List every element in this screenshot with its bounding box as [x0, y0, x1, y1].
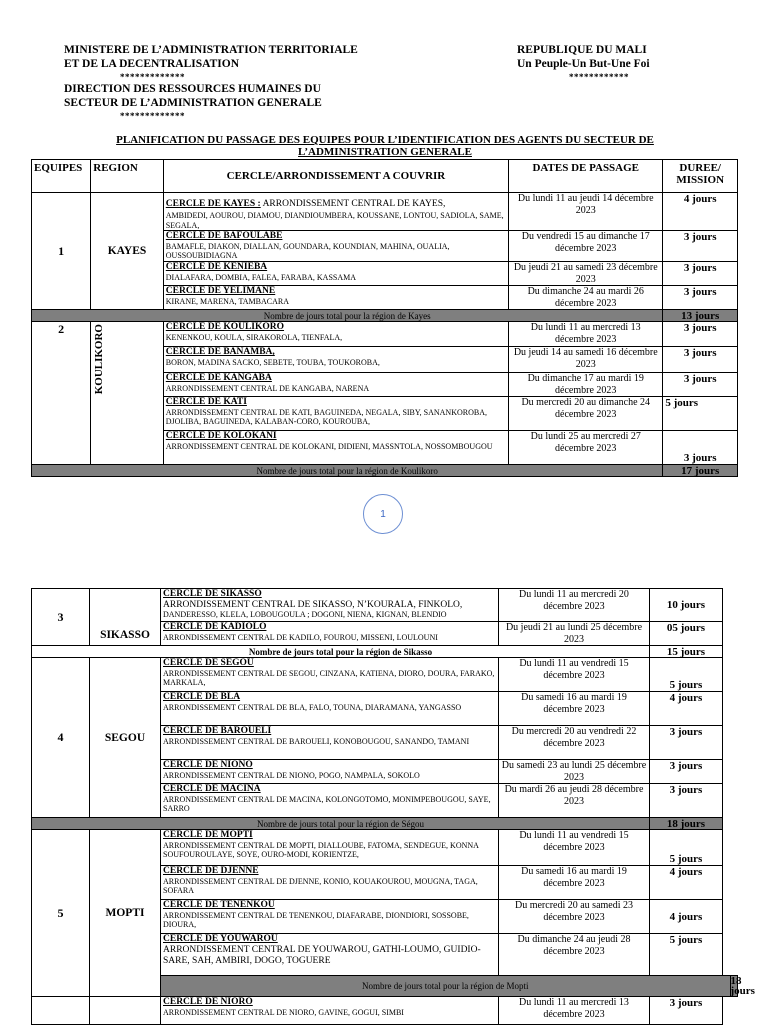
cercle-name: CERCLE DE KOULIKORO [165, 322, 285, 332]
cercle-cell [161, 622, 499, 646]
duree-cell: 3 jours [663, 431, 738, 465]
cercle-name: CERCLE DE KAYES : [165, 199, 261, 209]
duree-cell: 10 jours [650, 589, 723, 622]
cercle-name: CERCLE DE KENIEBA [165, 262, 268, 272]
dates-cell: Du jeudi 21 au samedi 23 décembre 2023 [509, 262, 663, 286]
ministry-name-line1: MINISTERE DE L’ADMINISTRATION TERRITORIALE [64, 44, 358, 56]
cercle-cell [161, 726, 499, 760]
equipe-cell-empty [32, 997, 90, 1025]
duree-cell: 3 jours [663, 347, 738, 373]
arrondissement-list: ARRONDISSEMENT CENTRAL DE KATI, BAGUINEDA, NEGALA, SIBY, SANANKOROBA, DJOLIBA, BAGUINEDA, KALABAN-CORO, KOUROUBA, [165, 407, 487, 426]
arrondissement-list: DANDERESSO, KLELA, LOBOUGOULA ; DOGONI, NIENA, KIGNAN, BLENDIO [163, 609, 447, 619]
region-total-value: 15 jours [650, 646, 723, 658]
cercle-name: CERCLE DE BAROUELI [163, 726, 272, 736]
stars-separator: ************* [120, 111, 185, 121]
duree-cell: 05 jours [650, 622, 723, 646]
cercle-cell [163, 286, 508, 310]
col-header-equipes: EQUIPES [32, 160, 91, 193]
cercle-name: CERCLE DE BAFOULABE [165, 231, 283, 241]
region-total-label: Nombre de jours total pour la région de Koulikoro [32, 465, 663, 477]
region-total-value: 18 jours [730, 975, 755, 997]
table-row [32, 322, 738, 347]
duree-cell: 3 jours [663, 262, 738, 286]
duree-cell: 3 jours [663, 231, 738, 262]
table-row [32, 658, 738, 692]
arrondissement-list: ARRONDISSEMENT CENTRAL DE SIKASSO, N’KOURALA, FINKOLO, [163, 599, 463, 610]
duree-cell: 5 jours [650, 934, 723, 976]
equipe-number: 4 [32, 658, 90, 818]
dates-cell: Du dimanche 24 au jeudi 28 décembre 2023 [499, 934, 650, 976]
cercle-cell [163, 322, 508, 347]
table-row [32, 589, 738, 622]
cercle-name: CERCLE DE BLA [163, 692, 241, 702]
cercle-name: CERCLE DE KADIOLO [163, 622, 267, 632]
cercle-name: CERCLE DE SEGOU [163, 658, 254, 668]
planning-table-page2 [31, 588, 755, 1025]
dates-cell: Du lundi 25 au mercredi 27 décembre 2023 [509, 431, 663, 465]
arrondissement-list: KENENKOU, KOULA, SIRAKOROLA, TIENFALA, [165, 332, 343, 342]
cercle-cell [161, 589, 499, 622]
duree-cell: 4 jours [663, 193, 738, 231]
cercle-name: CERCLE DE DJENNE [163, 866, 259, 876]
equipe-number: 2 [32, 322, 91, 465]
region-name: SEGOU [90, 658, 161, 818]
arrondissement-list: ARRONDISSEMENT CENTRAL DE TENENKOU, DIAFARABE, DIONDIORI, SOSSOBE, DIOURA, [163, 910, 469, 929]
duree-cell: 4 jours [650, 900, 723, 934]
cercle-name: CERCLE DE YOUWAROU [163, 934, 278, 944]
region-total-label: Nombre de jours total pour la région de Kayes [32, 310, 663, 322]
arrondissement-list: ARRONDISSEMENT CENTRAL DE KANGABA, NARENA [165, 383, 370, 393]
cercle-cell [163, 397, 508, 431]
stars-separator: ************ [569, 72, 629, 82]
cercle-cell [161, 900, 499, 934]
arrondissement-list: KIRANE, MARENA, TAMBACARA [165, 296, 289, 306]
arrondissement-list: ARRONDISSEMENT CENTRAL DE BAROUELI, KONOBOUGOU, SANANDO, TAMANI [163, 736, 470, 746]
duree-cell: 3 jours [663, 286, 738, 310]
cercle-name: CERCLE DE NIORO [163, 997, 253, 1007]
col-header-duree: DUREE/ MISSION [663, 160, 738, 193]
dates-cell: Du mercredi 20 au samedi 23 décembre 2023 [499, 900, 650, 934]
arrondissement-list: ARRONDISSEMENT CENTRAL DE KADILO, FOUROU, MISSENI, LOULOUNI [163, 632, 438, 642]
region-cell-empty [90, 997, 161, 1025]
col-header-dates: DATES DE PASSAGE [509, 160, 663, 193]
region-total-value: 17 jours [663, 465, 738, 477]
document-title-line2: L’ADMINISTRATION GENERALE [298, 146, 472, 158]
cercle-cell [161, 830, 499, 866]
dates-cell: Du lundi 11 au vendredi 15 décembre 2023 [499, 658, 650, 692]
dates-cell: Du lundi 11 au jeudi 14 décembre 2023 [509, 193, 663, 231]
duree-cell: 3 jours [663, 322, 738, 347]
arrondissement-list: ARRONDISSEMENT CENTRAL DE DJENNE, KONIO, KOUAKOUROU, MOUGNA, TAGA, SOFARA [163, 876, 478, 895]
cercle-cell [161, 997, 499, 1025]
region-total-row [32, 646, 738, 658]
cercle-name: CERCLE DE YELIMANE [165, 286, 276, 296]
cercle-cell [161, 866, 499, 900]
dates-cell: Du lundi 11 au mercredi 13 décembre 2023 [509, 322, 663, 347]
cercle-cell [163, 431, 508, 465]
col-header-cercle: CERCLE/ARRONDISSEMENT A COUVRIR [163, 160, 508, 193]
duree-cell: 3 jours [650, 997, 723, 1025]
region-total-label: Nombre de jours total pour la région de Ségou [32, 818, 650, 830]
duree-cell: 5 jours [650, 830, 723, 866]
ministry-name-line2: ET DE LA DECENTRALISATION [64, 58, 239, 70]
cercle-name: CERCLE DE TENENKOU [163, 900, 275, 910]
cercle-name: CERCLE DE MOPTI [163, 830, 253, 840]
region-total-value: 13 jours [663, 310, 738, 322]
region-name: SIKASSO [90, 589, 161, 646]
arrondissement-list: BORON, MADINA SACKO, SEBETE, TOUBA, TOUKOROBA, [165, 357, 380, 367]
region-total-row [32, 310, 738, 322]
duree-cell: 5 jours [663, 397, 738, 431]
region-total-label: Nombre de jours total pour la région de Mopti [161, 976, 731, 997]
arrondissement-list: ARRONDISSEMENT CENTRAL DE YOUWAROU, GATHI-LOUMO, GUIDIO-SARE, SAH, AMBIRI, DOGO, TOGUERE [163, 944, 481, 966]
duree-cell: 3 jours [650, 760, 723, 784]
region-cell [91, 322, 164, 465]
arrondissement-list: AMBIDEDI, AOUROU, DIAMOU, DIANDIOUMBERA, KOUSSANE, LONTOU, SADIOLA, SAME, SEGALA, [165, 211, 504, 230]
table-row [32, 997, 738, 1025]
cercle-name: CERCLE DE KANGABA [165, 373, 272, 383]
dates-cell: Du mercredi 20 au vendredi 22 décembre 2023 [499, 726, 650, 760]
dates-cell: Du lundi 11 au mercredi 20 décembre 2023 [499, 589, 650, 622]
cercle-cell [163, 347, 508, 373]
region-total-row [32, 465, 738, 477]
arrondissement-list: ARRONDISSEMENT CENTRAL DE BLA, FALO, TOUNA, DIARAMANA, YANGASSO [163, 702, 462, 712]
duree-cell: 5 jours [650, 658, 723, 692]
duree-cell: 3 jours [650, 726, 723, 760]
table-row [32, 830, 738, 866]
planning-table-page1 [31, 159, 738, 477]
dates-cell: Du dimanche 17 au mardi 19 décembre 2023 [509, 373, 663, 397]
directorate-line1: DIRECTION DES RESSOURCES HUMAINES DU [64, 83, 321, 95]
dates-cell: Du samedi 16 au mardi 19 décembre 2023 [499, 866, 650, 900]
cercle-cell [163, 231, 508, 262]
duree-cell: 4 jours [650, 866, 723, 900]
cercle-cell [163, 262, 508, 286]
region-name: KOULIKORO [93, 324, 106, 395]
table-header-row [32, 160, 738, 193]
cercle-name: CERCLE DE KOLOKANI [165, 431, 277, 441]
duree-cell: 4 jours [650, 692, 723, 726]
national-motto: Un Peuple-Un But-Une Foi [517, 58, 650, 70]
cercle-cell [163, 193, 508, 231]
dates-cell: Du lundi 11 au mercredi 13 décembre 2023 [499, 997, 650, 1025]
cercle-arrondissement-inline: ARRONDISSEMENT CENTRAL DE KAYES, [260, 199, 446, 209]
dates-cell: Du jeudi 21 au lundi 25 décembre 2023 [499, 622, 650, 646]
document-title-line1: PLANIFICATION DU PASSAGE DES EQUIPES POUR L’IDENTIFICATION DES AGENTS DU SECTEUR DE [116, 134, 654, 146]
cercle-cell [161, 934, 499, 976]
dates-cell: Du lundi 11 au vendredi 15 décembre 2023 [499, 830, 650, 866]
dates-cell: Du vendredi 15 au dimanche 17 décembre 2023 [509, 231, 663, 262]
equipe-number: 3 [32, 589, 90, 646]
region-total-label: Nombre de jours total pour la région de Sikasso [32, 646, 650, 658]
dates-cell: Du mardi 26 au jeudi 28 décembre 2023 [499, 784, 650, 818]
cercle-name: CERCLE DE NIONO [163, 760, 253, 770]
dates-cell: Du samedi 23 au lundi 25 décembre 2023 [499, 760, 650, 784]
equipe-number: 5 [32, 830, 90, 997]
cercle-name: CERCLE DE SIKASSO [163, 589, 262, 599]
arrondissement-list: ARRONDISSEMENT CENTRAL DE KOLOKANI, DIDIENI, MASSNTOLA, NOSSOMBOUGOU [165, 441, 493, 451]
arrondissement-list: ARRONDISSEMENT CENTRAL DE NIONO, POGO, NAMPALA, SOKOLO [163, 770, 420, 780]
cercle-cell [161, 658, 499, 692]
duree-cell: 3 jours [663, 373, 738, 397]
republic-name: REPUBLIQUE DU MALI [517, 44, 647, 56]
col-header-region: REGION [91, 160, 164, 193]
cercle-cell [161, 784, 499, 818]
region-name: KAYES [91, 193, 164, 310]
stars-separator: ************* [120, 72, 185, 82]
arrondissement-list: DIALAFARA, DOMBIA, FALEA, FARABA, KASSAMA [165, 272, 357, 282]
cercle-name: CERCLE DE BANAMBA, [165, 347, 275, 357]
cercle-cell [161, 692, 499, 726]
dates-cell: Du jeudi 14 au samedi 16 décembre 2023 [509, 347, 663, 373]
cercle-name: CERCLE DE KATI [165, 397, 247, 407]
region-name: MOPTI [90, 830, 161, 997]
table-row [32, 193, 738, 231]
page-number: 1 [363, 494, 403, 534]
cercle-cell [163, 373, 508, 397]
dates-cell: Du dimanche 24 au mardi 26 décembre 2023 [509, 286, 663, 310]
dates-cell: Du mercredi 20 au dimanche 24 décembre 2023 [509, 397, 663, 431]
arrondissement-list: ARRONDISSEMENT CENTRAL DE MOPTI, DIALLOUBE, FATOMA, SENDEGUE, KONNA SOUFOUROULAYE, SOYE, OURO-MODI, KORIENTZE, [163, 840, 479, 859]
region-total-value: 18 jours [650, 818, 723, 830]
duree-cell: 3 jours [650, 784, 723, 818]
arrondissement-list: ARRONDISSEMENT CENTRAL DE MACINA, KOLONGOTOMO, MONIMPEBOUGOU, SAYE, SARRO [163, 794, 491, 813]
cercle-cell [161, 760, 499, 784]
equipe-number: 1 [32, 193, 91, 310]
arrondissement-list: ARRONDISSEMENT CENTRAL DE SEGOU, CINZANA, KATIENA, DIORO, DOURA, FARAKO, MARKALA, [163, 668, 495, 687]
region-total-row [32, 818, 738, 830]
cercle-name: CERCLE DE MACINA [163, 784, 261, 794]
arrondissement-list: ARRONDISSEMENT CENTRAL DE NIORO, GAVINE, GOGUI, SIMBI [163, 1007, 404, 1017]
arrondissement-list: BAMAFLE, DIAKON, DIALLAN, GOUNDARA, KOUNDIAN, MAHINA, OUALIA, OUSSOUBIDIAGNA [165, 241, 450, 260]
directorate-line2: SECTEUR DE L’ADMINISTRATION GENERALE [64, 97, 322, 109]
dates-cell: Du samedi 16 au mardi 19 décembre 2023 [499, 692, 650, 726]
